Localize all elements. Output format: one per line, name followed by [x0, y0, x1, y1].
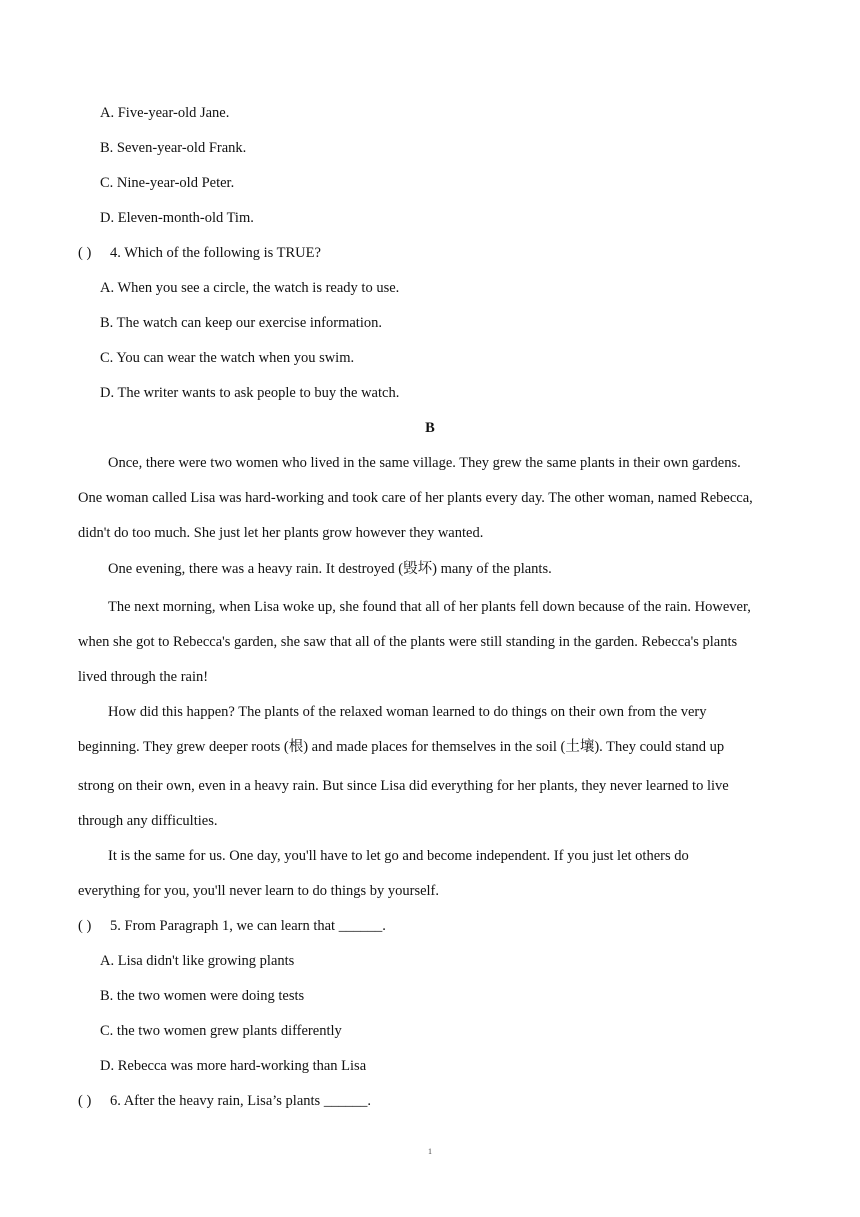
q5-option-b: B. the two women were doing tests — [100, 988, 305, 1004]
passage-line-9: beginning. They grew deeper roots (根) and made places for themselves in the soil (土壤). They could stand up — [78, 739, 725, 755]
passage-line-2: One woman called Lisa was hard-working and took care of her plants every day. The other woman, named Rebecca, — [78, 490, 753, 506]
q4-stem: 4. Which of the following is TRUE? — [110, 245, 321, 261]
passage-line-5: The next morning, when Lisa woke up, she found that all of her plants fell down because of the rain. However, — [108, 599, 751, 615]
q4-option-b: B. The watch can keep our exercise information. — [100, 315, 382, 331]
q3-option-c: C. Nine-year-old Peter. — [100, 175, 235, 191]
section-b-heading: B — [425, 420, 435, 436]
q6-stem: 6. After the heavy rain, Lisa’s plants ______. — [110, 1093, 371, 1109]
q3-option-b: B. Seven-year-old Frank. — [100, 140, 247, 156]
passage-line-1: Once, there were two women who lived in the same village. They grew the same plants in their own gardens. — [108, 455, 741, 471]
q4-option-c: C. You can wear the watch when you swim. — [100, 350, 355, 366]
q4-option-d: D. The writer wants to ask people to buy the watch. — [100, 385, 400, 401]
passage-line-13: everything for you, you'll never learn to do things by yourself. — [78, 883, 440, 899]
q5-option-a: A. Lisa didn't like growing plants — [100, 953, 295, 969]
passage-line-4: One evening, there was a heavy rain. It destroyed (毁坏) many of the plants. — [108, 561, 552, 577]
passage-line-7: lived through the rain! — [78, 669, 209, 685]
q5-option-c: C. the two women grew plants differently — [100, 1023, 342, 1039]
passage-line-3: didn't do too much. She just let her plants grow however they wanted. — [78, 525, 484, 541]
passage-line-11: through any difficulties. — [78, 813, 218, 829]
q5-stem: 5. From Paragraph 1, we can learn that ______. — [110, 918, 386, 934]
passage-line-8: How did this happen? The plants of the relaxed woman learned to do things on their own from the very — [108, 704, 707, 720]
q5-answer-blank: ( ) — [78, 918, 92, 934]
passage-line-12: It is the same for us. One day, you'll have to let go and become independent. If you just let others do — [108, 848, 689, 864]
q5-stem-line — [78, 916, 386, 936]
q4-answer-blank: ( ) — [78, 245, 92, 261]
q5-option-d: D. Rebecca was more hard-working than Lisa — [100, 1058, 367, 1074]
q3-option-d: D. Eleven-month-old Tim. — [100, 210, 254, 226]
passage-line-6: when she got to Rebecca's garden, she saw that all of the plants were still standing in the garden. Rebecca's plants — [78, 634, 738, 650]
q6-answer-blank: ( ) — [78, 1093, 92, 1109]
q3-option-a: A. Five-year-old Jane. — [100, 105, 230, 121]
page-number: 1 — [428, 1147, 432, 1156]
q4-option-a: A. When you see a circle, the watch is ready to use. — [100, 280, 400, 296]
q4-stem-line — [78, 243, 321, 263]
q6-stem-line — [78, 1091, 371, 1111]
passage-line-10: strong on their own, even in a heavy rain. But since Lisa did everything for her plants, they never learned to live — [78, 778, 729, 794]
